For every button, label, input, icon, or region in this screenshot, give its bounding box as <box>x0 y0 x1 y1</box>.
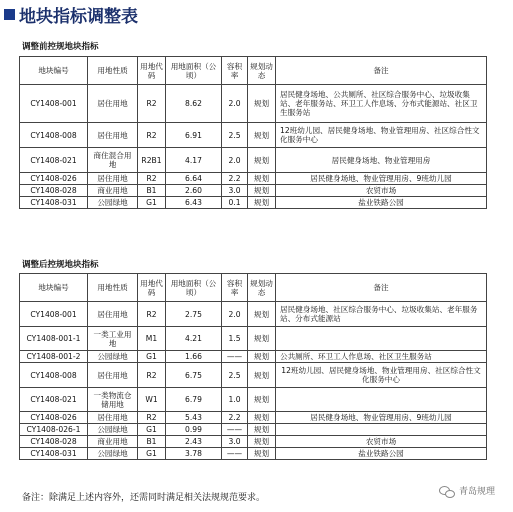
parcel-id-cell: CY1408-001-2 <box>20 351 88 363</box>
after-section-title: 调整后控规地块指标 <box>22 260 99 270</box>
land-code-cell: R2 <box>138 412 166 424</box>
area-cell: 0.99 <box>166 424 222 436</box>
land-code-cell: R2 <box>138 363 166 388</box>
far-cell: 2.2 <box>222 173 248 185</box>
status-cell: 规划 <box>248 436 276 448</box>
far-cell: 2.5 <box>222 123 248 148</box>
parcel-id-cell: CY1408-021 <box>20 388 88 412</box>
page-title <box>4 2 138 27</box>
header-cell: 备注 <box>276 57 487 85</box>
parcel-id-cell: CY1408-028 <box>20 185 88 197</box>
table-row <box>20 148 487 173</box>
title-marker-icon <box>4 9 15 20</box>
parcel-id-cell: CY1408-001-1 <box>20 327 88 351</box>
status-cell: 规划 <box>248 123 276 148</box>
land-use-cell: 居住用地 <box>88 173 138 185</box>
before-table <box>19 56 487 209</box>
status-cell: 规划 <box>248 185 276 197</box>
area-cell: 8.62 <box>166 85 222 123</box>
watermark <box>439 484 495 497</box>
land-code-cell: M1 <box>138 327 166 351</box>
parcel-id-cell: CY1408-031 <box>20 448 88 460</box>
before-section-title: 调整前控规地块指标 <box>22 42 99 52</box>
land-use-cell: 一类物流仓储用地 <box>88 388 138 412</box>
land-code-cell: G1 <box>138 197 166 209</box>
far-cell: —— <box>222 351 248 363</box>
far-cell: 2.2 <box>222 412 248 424</box>
area-cell: 6.43 <box>166 197 222 209</box>
land-use-cell: 商业用地 <box>88 185 138 197</box>
table-row <box>20 436 487 448</box>
area-cell: 5.43 <box>166 412 222 424</box>
table-row <box>20 302 487 327</box>
note-cell <box>276 388 487 412</box>
note-cell: 农贸市场 <box>276 185 487 197</box>
area-cell: 6.75 <box>166 363 222 388</box>
table-row <box>20 412 487 424</box>
table-row <box>20 173 487 185</box>
after-table <box>19 273 487 460</box>
wechat-icon <box>439 485 455 497</box>
status-cell: 规划 <box>248 173 276 185</box>
note-cell: 居民健身场地、物业管理用房 <box>276 148 487 173</box>
header-cell: 用地代码 <box>138 57 166 85</box>
land-use-cell: 公园绿地 <box>88 351 138 363</box>
status-cell: 规划 <box>248 302 276 327</box>
header-cell: 备注 <box>276 274 487 302</box>
land-code-cell: B1 <box>138 185 166 197</box>
land-use-cell: 商业用地 <box>88 436 138 448</box>
land-code-cell: G1 <box>138 448 166 460</box>
land-code-cell: G1 <box>138 351 166 363</box>
note-cell: 盐业铁路公园 <box>276 197 487 209</box>
land-use-cell: 一类工业用地 <box>88 327 138 351</box>
land-use-cell: 公园绿地 <box>88 197 138 209</box>
page-title-text: 地块指标调整表 <box>19 7 138 27</box>
land-use-cell: 公园绿地 <box>88 424 138 436</box>
header-cell: 用地代码 <box>138 274 166 302</box>
land-use-cell: 商住混合用地 <box>88 148 138 173</box>
parcel-id-cell: CY1408-001 <box>20 85 88 123</box>
land-code-cell: R2 <box>138 123 166 148</box>
table-row <box>20 388 487 412</box>
table-row <box>20 85 487 123</box>
land-use-cell: 公园绿地 <box>88 448 138 460</box>
table-row <box>20 327 487 351</box>
watermark-text: 青岛规理 <box>458 487 495 497</box>
note-cell: 居民健身场地、物业管理用房、9班幼儿园 <box>276 412 487 424</box>
note-cell: 12班幼儿园、居民健身场地、物业管理用房、社区综合性文化服务中心 <box>276 123 487 148</box>
status-cell: 规划 <box>248 197 276 209</box>
header-cell: 地块编号 <box>20 274 88 302</box>
header-cell: 规划动态 <box>248 274 276 302</box>
land-code-cell: R2 <box>138 173 166 185</box>
parcel-id-cell: CY1408-008 <box>20 123 88 148</box>
status-cell: 规划 <box>248 351 276 363</box>
header-cell: 规划动态 <box>248 57 276 85</box>
header-cell: 用地面积（公顷） <box>166 274 222 302</box>
area-cell: 6.64 <box>166 173 222 185</box>
far-cell: —— <box>222 448 248 460</box>
land-code-cell: R2B1 <box>138 148 166 173</box>
note-cell: 农贸市场 <box>276 436 487 448</box>
status-cell: 规划 <box>248 363 276 388</box>
area-cell: 2.43 <box>166 436 222 448</box>
note-cell: 盐业铁路公园 <box>276 448 487 460</box>
status-cell: 规划 <box>248 148 276 173</box>
status-cell: 规划 <box>248 85 276 123</box>
status-cell: 规划 <box>248 448 276 460</box>
far-cell: 3.0 <box>222 185 248 197</box>
status-cell: 规划 <box>248 424 276 436</box>
note-cell: 公共厕所、环卫工人作息场、社区卫生服务站 <box>276 351 487 363</box>
parcel-id-cell: CY1408-028 <box>20 436 88 448</box>
before-header-row <box>20 57 487 85</box>
header-cell: 用地性质 <box>88 274 138 302</box>
after-header-row <box>20 274 487 302</box>
area-cell: 2.75 <box>166 302 222 327</box>
parcel-id-cell: CY1408-001 <box>20 302 88 327</box>
land-code-cell: G1 <box>138 424 166 436</box>
land-code-cell: R2 <box>138 302 166 327</box>
status-cell: 规划 <box>248 388 276 412</box>
land-code-cell: W1 <box>138 388 166 412</box>
land-use-cell: 居住用地 <box>88 302 138 327</box>
table-row <box>20 185 487 197</box>
parcel-id-cell: CY1408-021 <box>20 148 88 173</box>
parcel-id-cell: CY1408-026 <box>20 412 88 424</box>
land-use-cell: 居住用地 <box>88 412 138 424</box>
parcel-id-cell: CY1408-008 <box>20 363 88 388</box>
far-cell: 2.0 <box>222 85 248 123</box>
note-cell <box>276 327 487 351</box>
area-cell: 4.21 <box>166 327 222 351</box>
far-cell: 1.0 <box>222 388 248 412</box>
table-row <box>20 448 487 460</box>
far-cell: 0.1 <box>222 197 248 209</box>
area-cell: 2.60 <box>166 185 222 197</box>
far-cell: 1.5 <box>222 327 248 351</box>
land-use-cell: 居住用地 <box>88 363 138 388</box>
table-row <box>20 351 487 363</box>
status-cell: 规划 <box>248 327 276 351</box>
note-cell: 居民健身场地、物业管理用房、9班幼儿园 <box>276 173 487 185</box>
table-row <box>20 197 487 209</box>
land-use-cell: 居住用地 <box>88 123 138 148</box>
header-cell: 地块编号 <box>20 57 88 85</box>
header-cell: 容积率 <box>222 274 248 302</box>
parcel-id-cell: CY1408-026-1 <box>20 424 88 436</box>
note-cell <box>276 424 487 436</box>
area-cell: 1.66 <box>166 351 222 363</box>
header-cell: 用地面积（公顷） <box>166 57 222 85</box>
land-code-cell: R2 <box>138 85 166 123</box>
area-cell: 6.91 <box>166 123 222 148</box>
land-use-cell: 居住用地 <box>88 85 138 123</box>
far-cell: 2.0 <box>222 302 248 327</box>
parcel-id-cell: CY1408-026 <box>20 173 88 185</box>
status-cell: 规划 <box>248 412 276 424</box>
header-cell: 容积率 <box>222 57 248 85</box>
table-row <box>20 123 487 148</box>
note-cell: 12班幼儿园、居民健身场地、物业管理用房、社区综合性文化服务中心 <box>276 363 487 388</box>
footer-note: 备注：除满足上述内容外，还需同时满足相关法规规范要求。 <box>22 493 266 503</box>
table-row <box>20 424 487 436</box>
area-cell: 6.79 <box>166 388 222 412</box>
far-cell: 2.5 <box>222 363 248 388</box>
header-cell: 用地性质 <box>88 57 138 85</box>
parcel-id-cell: CY1408-031 <box>20 197 88 209</box>
area-cell: 4.17 <box>166 148 222 173</box>
land-code-cell: B1 <box>138 436 166 448</box>
note-cell: 居民健身场地、公共厕所、社区综合服务中心、垃圾收集站、老年服务站、环卫工人作息场、分布式能源站、社区卫生服务站 <box>276 85 487 123</box>
far-cell: 2.0 <box>222 148 248 173</box>
note-cell: 居民健身场地、社区综合服务中心、垃圾收集站、老年服务站、分布式能源站 <box>276 302 487 327</box>
area-cell: 3.78 <box>166 448 222 460</box>
far-cell: 3.0 <box>222 436 248 448</box>
far-cell: —— <box>222 424 248 436</box>
table-row <box>20 363 487 388</box>
